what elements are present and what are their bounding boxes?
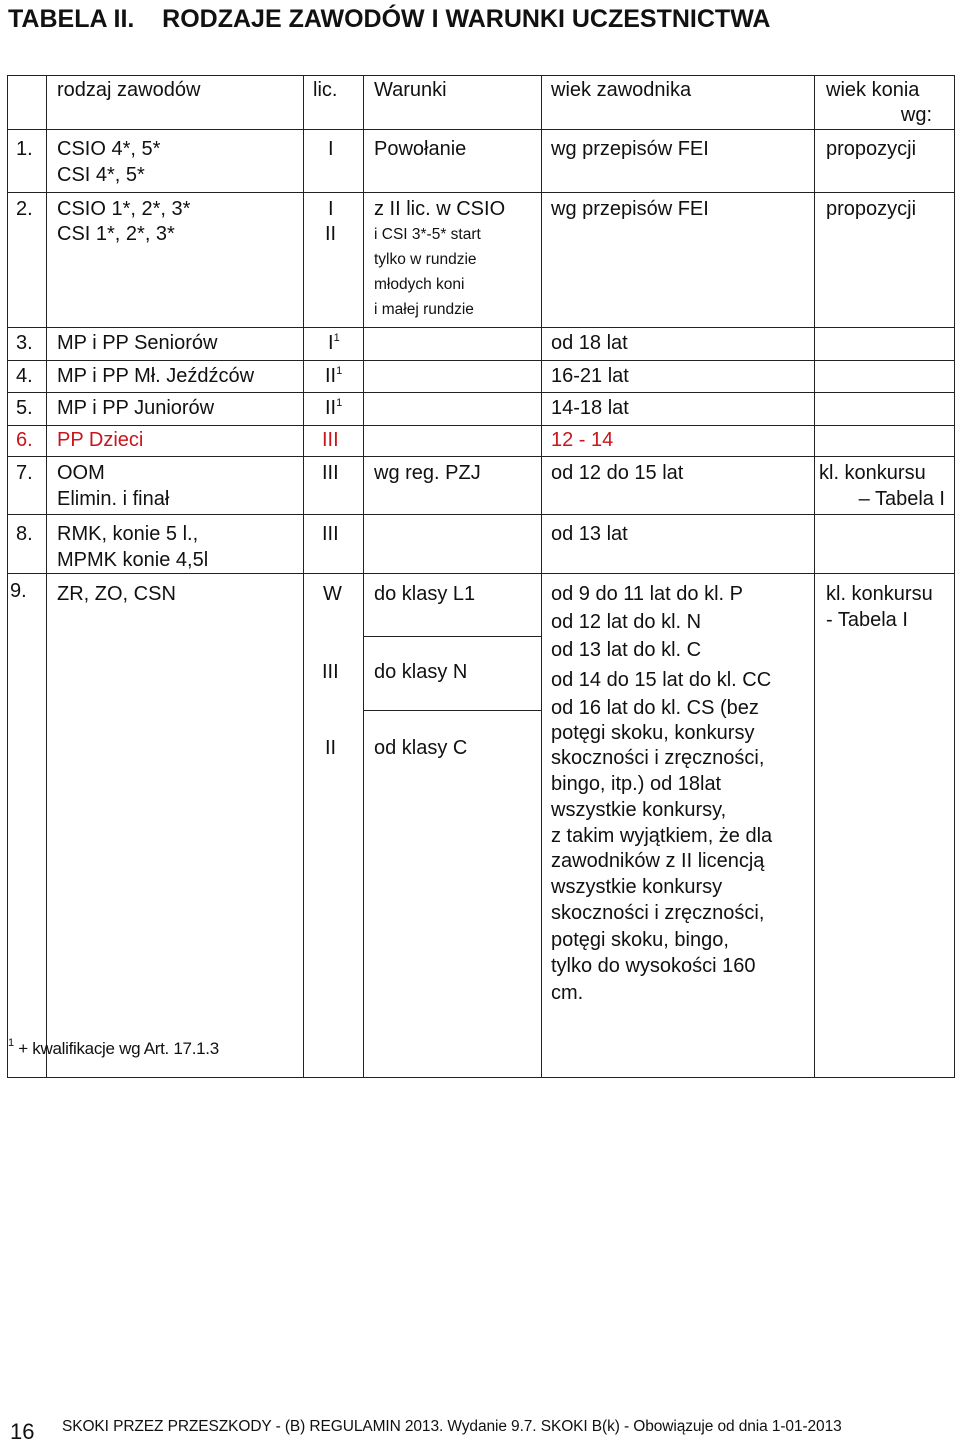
row-number: 9. — [10, 580, 27, 602]
rider-age: wszystkie konkursy, — [551, 799, 727, 821]
row-number: 5. — [16, 397, 33, 419]
rider-age: od 12 lat do kl. N — [551, 611, 702, 633]
competition-type: MP i PP Juniorów — [57, 397, 215, 419]
competition-type: PP Dzieci — [57, 429, 144, 451]
rider-age: wszystkie konkursy — [551, 876, 723, 898]
page-number: 16 — [10, 1419, 35, 1444]
row-number: 1. — [16, 138, 33, 160]
licence: III — [322, 429, 339, 451]
licence: II — [325, 223, 337, 245]
header-wiek-zawodnika: wiek zawodnika — [551, 79, 692, 101]
competition-type: OOM — [57, 462, 105, 484]
rider-age: zawodników z II licencją — [551, 850, 765, 872]
licence: III — [322, 462, 339, 484]
competition-type: RMK, konie 5 l., — [57, 523, 199, 545]
row-number: 8. — [16, 523, 33, 545]
rider-age: 12 - 14 — [551, 429, 614, 451]
rider-age: wg przepisów FEI — [551, 138, 709, 160]
rider-age: od 9 do 11 lat do kl. P — [551, 583, 743, 605]
rider-age: od 14 do 15 lat do kl. CC — [551, 669, 772, 691]
condition: od klasy C — [374, 737, 468, 759]
competition-type: MPMK konie 4,5l — [57, 549, 209, 571]
competition-type: CSI 1*, 2*, 3* — [57, 223, 175, 245]
footnote-mark: 1 — [336, 365, 343, 377]
licence: III — [322, 523, 339, 545]
competition-type: CSIO 4*, 5* — [57, 138, 161, 160]
condition: tylko w rundzie — [374, 251, 477, 268]
licence: $II^1$ — [325, 365, 343, 387]
competition-type: CSIO 1*, 2*, 3* — [57, 198, 191, 220]
competition-type: MP i PP Seniorów — [57, 332, 218, 354]
horse-age: kl. konkursu — [819, 462, 926, 484]
condition: wg reg. PZJ — [374, 462, 481, 484]
footnote-mark: 1 — [333, 332, 340, 344]
row-number: 4. — [16, 365, 33, 387]
rider-age: bingo, itp.) od 18lat — [551, 773, 722, 795]
footnote: $^1$ + kwalifikacje wg Art. 17.1.3 — [8, 1037, 219, 1058]
rider-age: od 18 lat — [551, 332, 628, 354]
row-number: 2. — [16, 198, 33, 220]
rider-age: od 13 lat — [551, 523, 628, 545]
licence: II — [325, 737, 337, 759]
page-title: TABELA II. RODZAJE ZAWODÓW I WARUNKI UCZESTNICTWA — [8, 5, 771, 33]
competition-type: CSI 4*, 5* — [57, 164, 145, 186]
header-warunki: Warunki — [374, 79, 447, 101]
horse-age: propozycji — [826, 138, 917, 160]
horse-age: propozycji — [826, 198, 917, 220]
rider-age: potęgi skoku, bingo, — [551, 929, 729, 951]
rider-age: skoczności i zręczności, — [551, 747, 765, 769]
row-number: 7. — [16, 462, 33, 484]
licence: $I^1$ — [328, 332, 340, 354]
rider-age: cm. — [551, 982, 584, 1004]
horse-age: - Tabela I — [826, 609, 908, 631]
footnote-mark: 1 — [8, 1037, 14, 1049]
horse-age: – Tabela I — [858, 488, 945, 510]
rider-age: 16-21 lat — [551, 365, 629, 387]
rider-age: od 12 do 15 lat — [551, 462, 684, 484]
competition-type: Elimin. i finał — [57, 488, 170, 510]
rider-age: 14-18 lat — [551, 397, 629, 419]
rider-age: skoczności i zręczności, — [551, 902, 765, 924]
row-number: 6. — [16, 429, 33, 451]
rider-age: potęgi skoku, konkursy — [551, 722, 755, 744]
condition: do klasy N — [374, 661, 468, 683]
licence: I — [328, 198, 334, 220]
condition: Powołanie — [374, 138, 467, 160]
header-lic: lic. — [313, 79, 338, 101]
licence: W — [323, 583, 342, 605]
conditions-table — [7, 75, 955, 1078]
rider-age: od 16 lat do kl. CS (bez — [551, 697, 759, 719]
rider-age: wg przepisów FEI — [551, 198, 709, 220]
row-number: 3. — [16, 332, 33, 354]
rider-age: od 13 lat do kl. C — [551, 639, 702, 661]
horse-age: kl. konkursu — [826, 583, 933, 605]
header-wiek-konia: wiek konia — [826, 79, 920, 101]
licence: I — [328, 138, 334, 160]
header-rodzaj: rodzaj zawodów — [57, 79, 201, 101]
licence: $II^1$ — [325, 397, 343, 419]
condition: do klasy L1 — [374, 583, 476, 605]
licence: III — [322, 661, 339, 683]
condition: z II lic. w CSIO — [374, 198, 506, 220]
rider-age: z takim wyjątkiem, że dla — [551, 825, 773, 847]
header-wiek-konia-wg: wg: — [900, 104, 932, 126]
competition-type: ZR, ZO, CSN — [57, 583, 176, 605]
condition: młodych koni — [374, 276, 465, 293]
condition: i CSI 3*-5* start — [374, 226, 481, 243]
rider-age: tylko do wysokości 160 — [551, 955, 756, 977]
condition: i małej rundzie — [374, 301, 474, 318]
footer-text: SKOKI PRZEZ PRZESZKODY - (B) REGULAMIN 2013. Wydanie 9.7. SKOKI B(k) - Obowiązuje od dnia 1-01-2013 — [62, 1418, 842, 1435]
competition-type: MP i PP Mł. Jeźdźców — [57, 365, 255, 387]
footnote-mark: 1 — [336, 397, 343, 409]
